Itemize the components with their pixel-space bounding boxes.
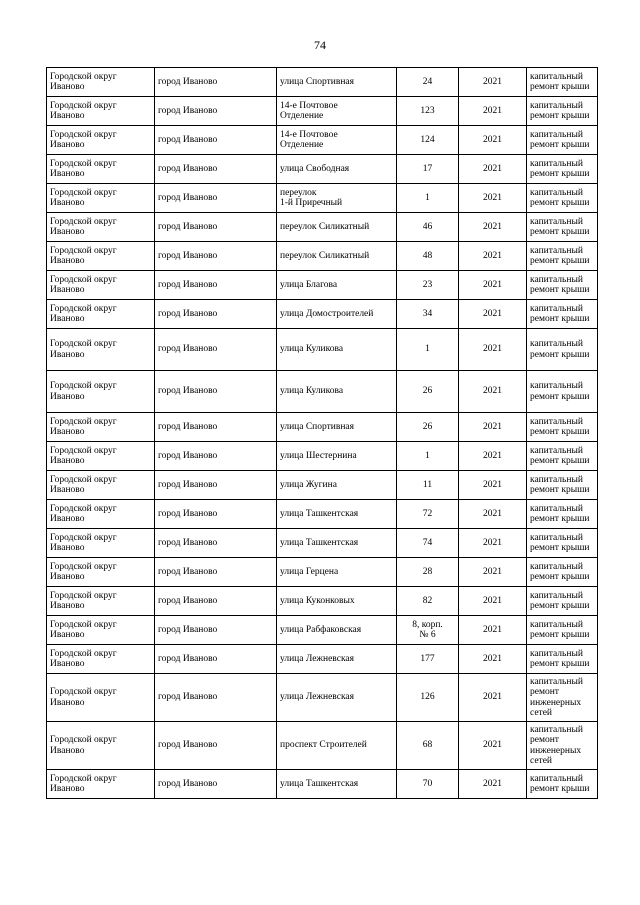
year-cell: 2021 (459, 529, 527, 558)
municipality-cell: Городской округ Иваново (47, 587, 155, 616)
municipality-cell: Городской округ Иваново (47, 722, 155, 770)
street-cell: 14-е Почтовое Отделение (277, 126, 397, 155)
table-row (47, 770, 598, 799)
city-cell: город Иваново (155, 645, 277, 674)
street-cell: переулок Силикатный (277, 213, 397, 242)
city-cell: город Иваново (155, 155, 277, 184)
municipality-cell: Городской округ Иваново (47, 155, 155, 184)
work-type-cell: капитальный ремонт крыши (527, 529, 598, 558)
year-cell: 2021 (459, 722, 527, 770)
year-cell: 2021 (459, 213, 527, 242)
table-row (47, 242, 598, 271)
city-cell: город Иваново (155, 371, 277, 413)
city-cell: город Иваново (155, 674, 277, 722)
municipality-cell: Городской округ Иваново (47, 242, 155, 271)
work-type-cell: капитальный ремонт крыши (527, 500, 598, 529)
house-number-cell: 11 (397, 471, 459, 500)
year-cell: 2021 (459, 442, 527, 471)
year-cell: 2021 (459, 587, 527, 616)
table-row (47, 300, 598, 329)
table-row (47, 68, 598, 97)
repair-schedule-table (46, 67, 598, 799)
house-number-cell: 48 (397, 242, 459, 271)
house-number-cell: 1 (397, 329, 459, 371)
city-cell: город Иваново (155, 184, 277, 213)
year-cell: 2021 (459, 184, 527, 213)
house-number-cell: 26 (397, 371, 459, 413)
work-type-cell: капитальный ремонт инженерных сетей (527, 674, 598, 722)
year-cell: 2021 (459, 242, 527, 271)
table-row (47, 213, 598, 242)
work-type-cell: капитальный ремонт крыши (527, 616, 598, 645)
work-type-cell: капитальный ремонт крыши (527, 558, 598, 587)
street-cell: улица Герцена (277, 558, 397, 587)
house-number-cell: 26 (397, 413, 459, 442)
year-cell: 2021 (459, 616, 527, 645)
table-row (47, 155, 598, 184)
municipality-cell: Городской округ Иваново (47, 674, 155, 722)
house-number-cell: 74 (397, 529, 459, 558)
city-cell: город Иваново (155, 722, 277, 770)
table-row (47, 471, 598, 500)
table-row (47, 587, 598, 616)
year-cell: 2021 (459, 674, 527, 722)
city-cell: город Иваново (155, 442, 277, 471)
work-type-cell: капитальный ремонт крыши (527, 184, 598, 213)
table-row (47, 126, 598, 155)
table-row (47, 558, 598, 587)
year-cell: 2021 (459, 558, 527, 587)
year-cell: 2021 (459, 68, 527, 97)
street-cell: проспект Строителей (277, 722, 397, 770)
work-type-cell: капитальный ремонт крыши (527, 329, 598, 371)
work-type-cell: капитальный ремонт крыши (527, 68, 598, 97)
house-number-cell: 68 (397, 722, 459, 770)
table-row (47, 722, 598, 770)
municipality-cell: Городской округ Иваново (47, 442, 155, 471)
municipality-cell: Городской округ Иваново (47, 529, 155, 558)
house-number-cell: 8, корп. № 6 (397, 616, 459, 645)
city-cell: город Иваново (155, 500, 277, 529)
table-row (47, 413, 598, 442)
table-row (47, 645, 598, 674)
city-cell: город Иваново (155, 529, 277, 558)
work-type-cell: капитальный ремонт крыши (527, 413, 598, 442)
house-number-cell: 17 (397, 155, 459, 184)
street-cell: улица Лежневская (277, 645, 397, 674)
street-cell: улица Куконковых (277, 587, 397, 616)
house-number-cell: 1 (397, 442, 459, 471)
street-cell: улица Благова (277, 271, 397, 300)
table-row (47, 184, 598, 213)
city-cell: город Иваново (155, 242, 277, 271)
municipality-cell: Городской округ Иваново (47, 126, 155, 155)
table-row (47, 271, 598, 300)
work-type-cell: капитальный ремонт крыши (527, 271, 598, 300)
municipality-cell: Городской округ Иваново (47, 558, 155, 587)
street-cell: улица Спортивная (277, 68, 397, 97)
city-cell: город Иваново (155, 97, 277, 126)
municipality-cell: Городской округ Иваново (47, 213, 155, 242)
house-number-cell: 72 (397, 500, 459, 529)
municipality-cell: Городской округ Иваново (47, 371, 155, 413)
work-type-cell: капитальный ремонт крыши (527, 155, 598, 184)
street-cell: улица Ташкентская (277, 500, 397, 529)
city-cell: город Иваново (155, 616, 277, 645)
year-cell: 2021 (459, 329, 527, 371)
table-row (47, 97, 598, 126)
year-cell: 2021 (459, 413, 527, 442)
municipality-cell: Городской округ Иваново (47, 471, 155, 500)
work-type-cell: капитальный ремонт крыши (527, 471, 598, 500)
work-type-cell: капитальный ремонт крыши (527, 645, 598, 674)
table-row (47, 500, 598, 529)
municipality-cell: Городской округ Иваново (47, 329, 155, 371)
table-body (47, 68, 598, 799)
table-row (47, 616, 598, 645)
house-number-cell: 70 (397, 770, 459, 799)
work-type-cell: капитальный ремонт крыши (527, 442, 598, 471)
street-cell: улица Куликова (277, 329, 397, 371)
city-cell: город Иваново (155, 558, 277, 587)
municipality-cell: Городской округ Иваново (47, 97, 155, 126)
street-cell: улица Спортивная (277, 413, 397, 442)
house-number-cell: 34 (397, 300, 459, 329)
year-cell: 2021 (459, 126, 527, 155)
work-type-cell: капитальный ремонт инженерных сетей (527, 722, 598, 770)
house-number-cell: 123 (397, 97, 459, 126)
municipality-cell: Городской округ Иваново (47, 184, 155, 213)
municipality-cell: Городской округ Иваново (47, 300, 155, 329)
house-number-cell: 1 (397, 184, 459, 213)
city-cell: город Иваново (155, 770, 277, 799)
work-type-cell: капитальный ремонт крыши (527, 371, 598, 413)
street-cell: улица Домостроителей (277, 300, 397, 329)
house-number-cell: 46 (397, 213, 459, 242)
street-cell: переулок 1-й Приречный (277, 184, 397, 213)
work-type-cell: капитальный ремонт крыши (527, 97, 598, 126)
year-cell: 2021 (459, 271, 527, 300)
year-cell: 2021 (459, 371, 527, 413)
city-cell: город Иваново (155, 300, 277, 329)
work-type-cell: капитальный ремонт крыши (527, 126, 598, 155)
house-number-cell: 24 (397, 68, 459, 97)
page-number: 74 (314, 38, 326, 52)
year-cell: 2021 (459, 770, 527, 799)
street-cell: переулок Силикатный (277, 242, 397, 271)
house-number-cell: 177 (397, 645, 459, 674)
street-cell: улица Шестернина (277, 442, 397, 471)
municipality-cell: Городской округ Иваново (47, 68, 155, 97)
street-cell: улица Свободная (277, 155, 397, 184)
municipality-cell: Городской округ Иваново (47, 616, 155, 645)
street-cell: улица Рабфаковская (277, 616, 397, 645)
street-cell: 14-е Почтовое Отделение (277, 97, 397, 126)
municipality-cell: Городской округ Иваново (47, 500, 155, 529)
year-cell: 2021 (459, 300, 527, 329)
work-type-cell: капитальный ремонт крыши (527, 770, 598, 799)
year-cell: 2021 (459, 97, 527, 126)
municipality-cell: Городской округ Иваново (47, 413, 155, 442)
street-cell: улица Ташкентская (277, 770, 397, 799)
city-cell: город Иваново (155, 126, 277, 155)
house-number-cell: 124 (397, 126, 459, 155)
municipality-cell: Городской округ Иваново (47, 271, 155, 300)
work-type-cell: капитальный ремонт крыши (527, 213, 598, 242)
city-cell: город Иваново (155, 587, 277, 616)
work-type-cell: капитальный ремонт крыши (527, 242, 598, 271)
year-cell: 2021 (459, 645, 527, 674)
year-cell: 2021 (459, 471, 527, 500)
table-row (47, 529, 598, 558)
house-number-cell: 82 (397, 587, 459, 616)
table-row (47, 442, 598, 471)
municipality-cell: Городской округ Иваново (47, 770, 155, 799)
street-cell: улица Ташкентская (277, 529, 397, 558)
table-row (47, 674, 598, 722)
house-number-cell: 23 (397, 271, 459, 300)
street-cell: улица Куликова (277, 371, 397, 413)
municipality-cell: Городской округ Иваново (47, 645, 155, 674)
street-cell: улица Жугина (277, 471, 397, 500)
work-type-cell: капитальный ремонт крыши (527, 300, 598, 329)
year-cell: 2021 (459, 500, 527, 529)
table-row (47, 371, 598, 413)
city-cell: город Иваново (155, 471, 277, 500)
city-cell: город Иваново (155, 271, 277, 300)
city-cell: город Иваново (155, 413, 277, 442)
city-cell: город Иваново (155, 213, 277, 242)
city-cell: город Иваново (155, 68, 277, 97)
table-row (47, 329, 598, 371)
house-number-cell: 126 (397, 674, 459, 722)
street-cell: улица Лежневская (277, 674, 397, 722)
house-number-cell: 28 (397, 558, 459, 587)
work-type-cell: капитальный ремонт крыши (527, 587, 598, 616)
year-cell: 2021 (459, 155, 527, 184)
city-cell: город Иваново (155, 329, 277, 371)
